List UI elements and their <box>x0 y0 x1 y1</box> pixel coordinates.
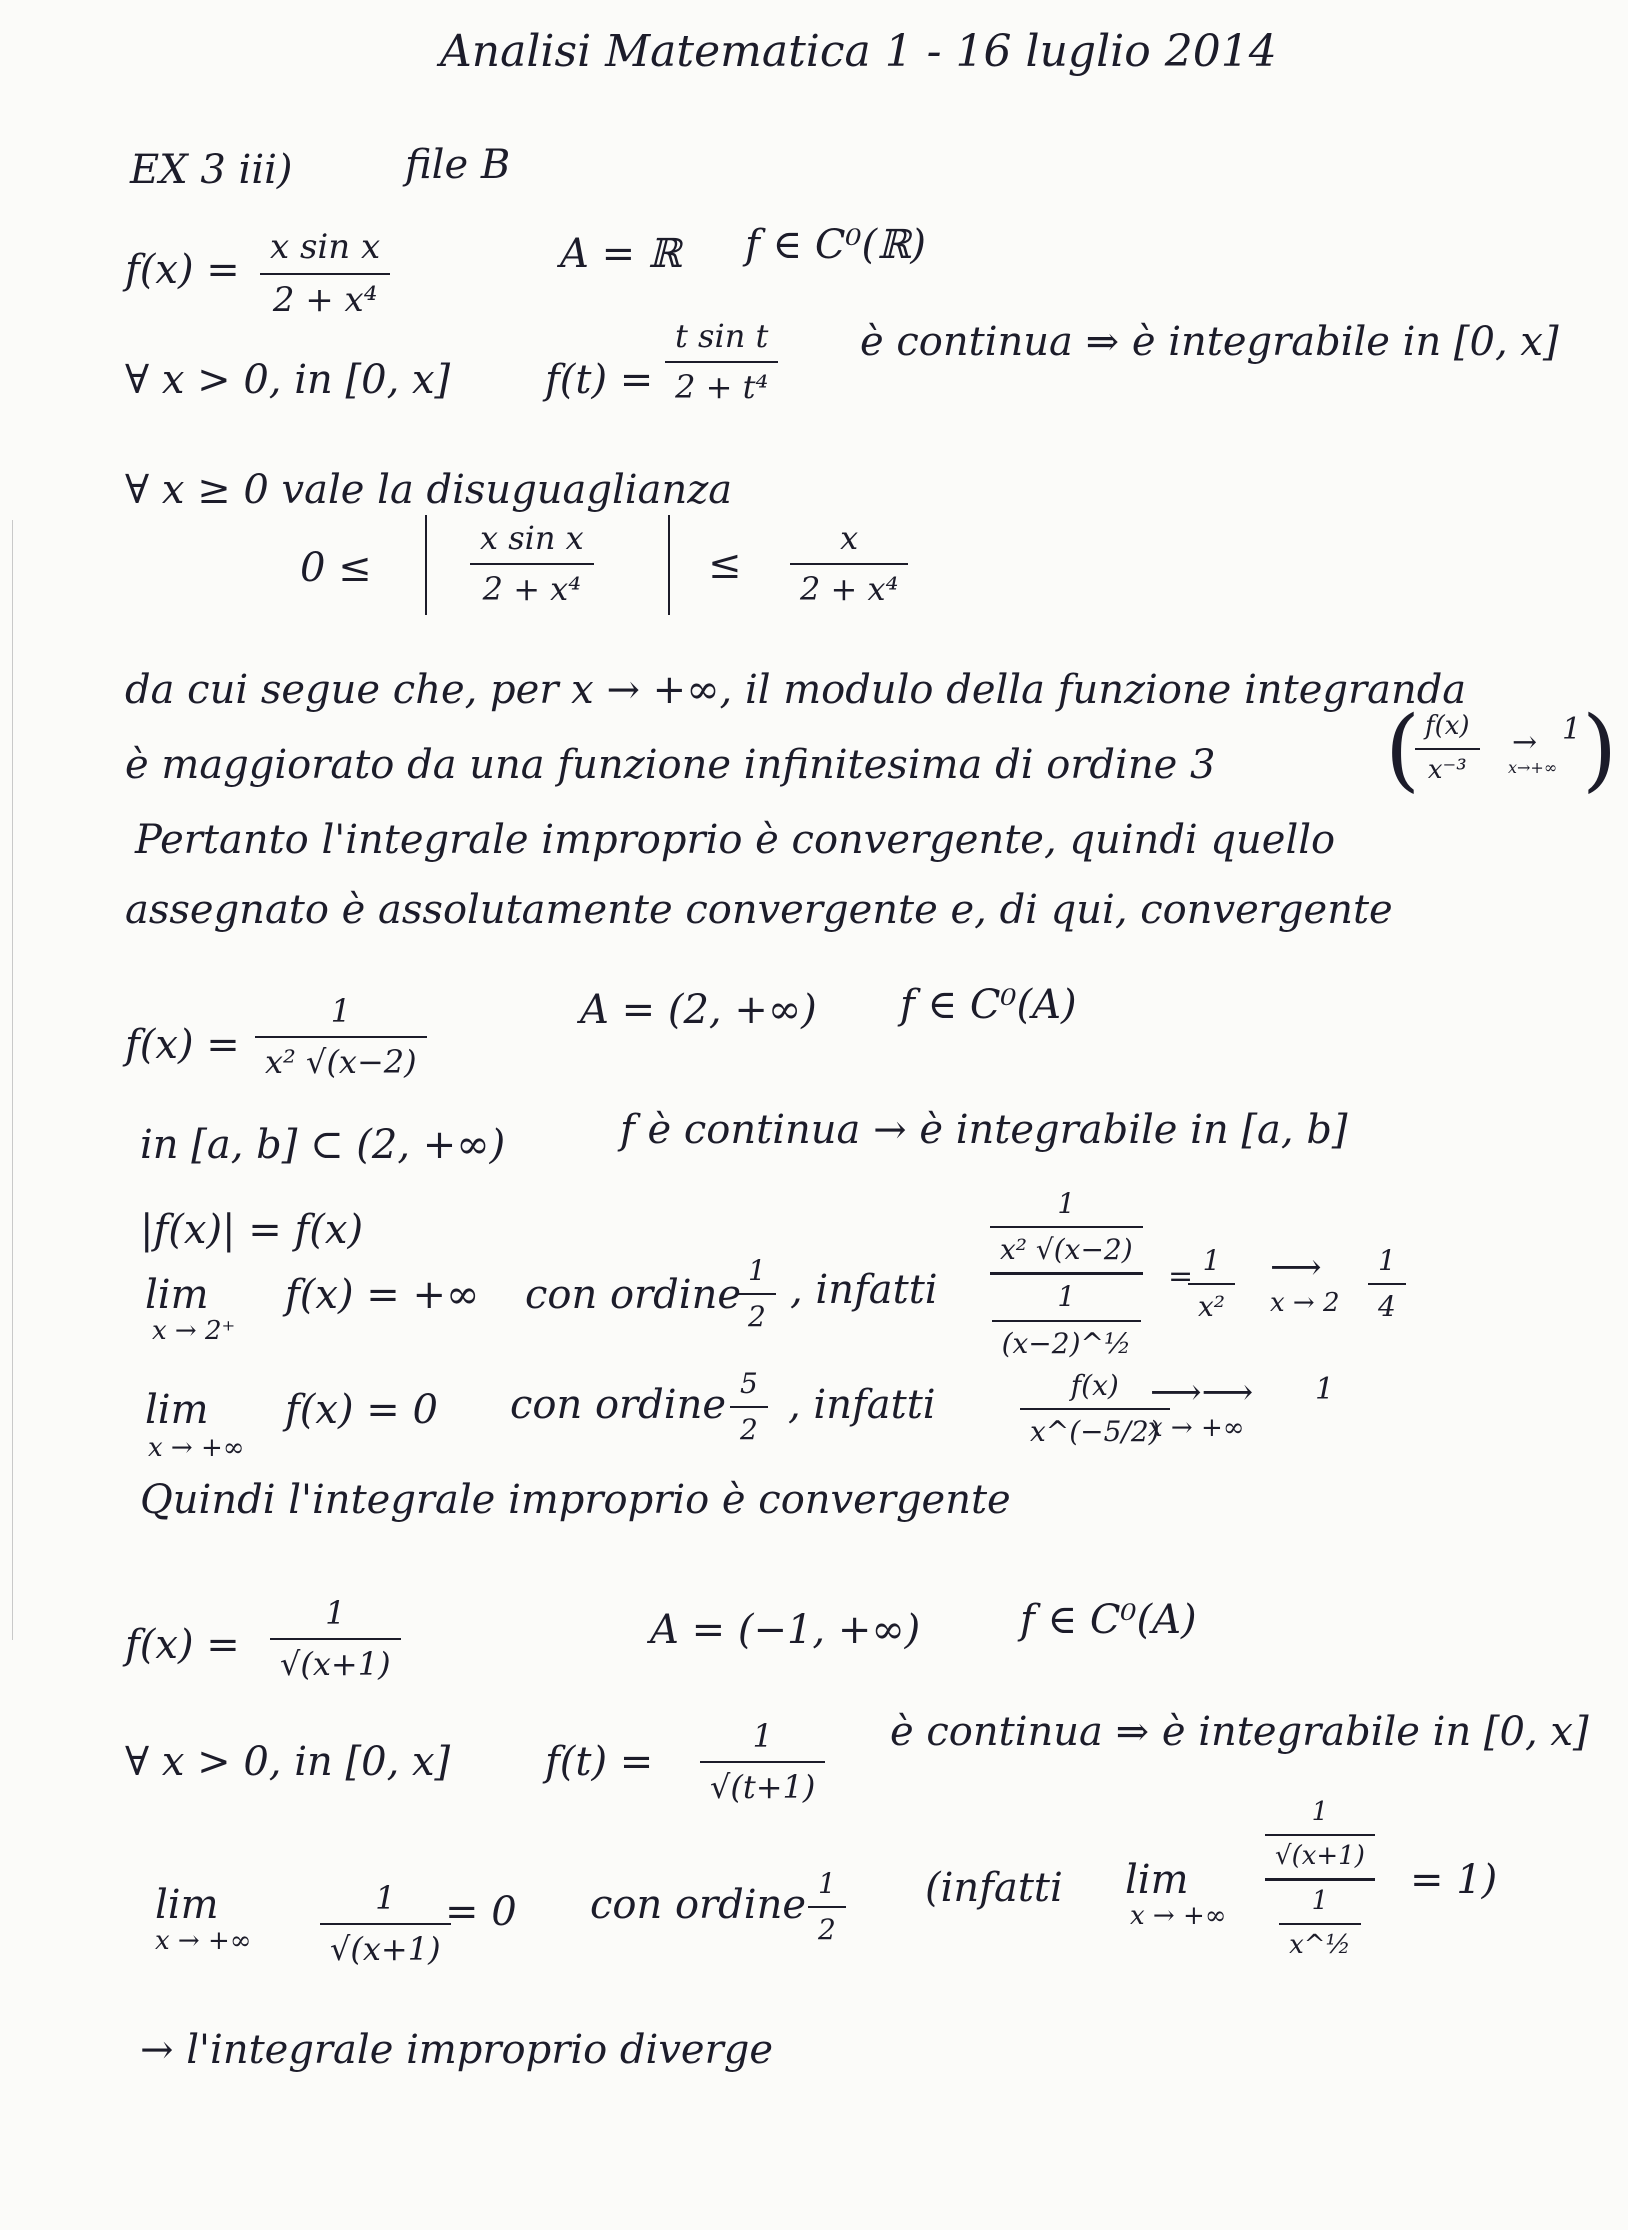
p1-paren-value: 1 <box>1562 712 1582 747</box>
p2-interval: in [a, b] ⊂ (2, +∞) <box>140 1122 506 1168</box>
p1-ineq-right-fraction <box>790 520 908 608</box>
p3-infatti: (infatti <box>925 1865 1063 1911</box>
p3-domain: A = (−1, +∞) <box>650 1607 921 1653</box>
fraction-bar-main <box>1265 1878 1375 1881</box>
p1-ft-lhs: f(t) = <box>545 357 654 403</box>
fraction-bar <box>1279 1923 1361 1925</box>
p3-continuity-text: è continua ⇒ è integrabile in [0, x] <box>890 1709 1589 1755</box>
p3-forall-interval: ∀ x > 0, in [0, x] <box>125 1739 451 1785</box>
p1-function-lhs: f(x) = <box>125 247 240 293</box>
p2-lim1-result-num: 1 <box>1378 1244 1396 1277</box>
p2-lim1-ratio-bottom <box>992 1281 1142 1359</box>
p2-lim1-result-den: 4 <box>1378 1290 1396 1324</box>
p1-inequality-intro: ∀ x ≥ 0 vale la disuguaglianza <box>125 467 733 513</box>
p2-abs-equality: |f(x)| = f(x) <box>140 1207 364 1253</box>
fraction-bar <box>1188 1283 1235 1285</box>
p1-text-line-4: assegnato è assolutamente convergente e, di qui, convergente <box>125 887 1393 933</box>
p2-lim2-order-den: 2 <box>740 1413 758 1447</box>
p1-continuity-text: è continua ⇒ è integrabile in [0, x] <box>860 319 1559 365</box>
p2-lim2-order-fraction <box>730 1368 768 1446</box>
p1-ft-fraction <box>665 318 778 406</box>
p2-lim1-expr: f(x) = +∞ <box>285 1272 480 1318</box>
p3-function-numerator: 1 <box>325 1594 346 1632</box>
fraction-bar <box>255 1036 427 1038</box>
p3-ft-fraction <box>700 1718 825 1806</box>
p3-lim-denominator: √(x+1) <box>330 1929 441 1968</box>
p3-function-fraction <box>270 1595 401 1683</box>
fraction-bar <box>990 1226 1143 1228</box>
p3-lim-sub: x → +∞ <box>155 1926 252 1956</box>
p1-continuity-class: f ∈ C⁰(ℝ) <box>745 222 926 268</box>
p3-order: con ordine <box>590 1882 806 1928</box>
p3-lim-numerator: 1 <box>375 1879 396 1917</box>
p2-lim1-simplified-num: 1 <box>1202 1244 1221 1277</box>
p1-function-denominator: 2 + x⁴ <box>272 280 378 321</box>
p3-infatti-bot-num: 1 <box>1311 1885 1329 1916</box>
p1-ineq-denominator: 2 + x⁴ <box>482 569 582 608</box>
fraction-bar <box>260 273 390 275</box>
p2-domain: A = (2, +∞) <box>580 987 817 1033</box>
p3-function-denominator: √(x+1) <box>280 1644 391 1683</box>
p2-lim1-order-fraction <box>738 1255 776 1333</box>
p3-infatti-bot-den: x^½ <box>1289 1929 1351 1960</box>
p2-continuity-class: f ∈ C⁰(A) <box>900 982 1077 1028</box>
p1-function-numerator: x sin x <box>270 227 381 267</box>
abs-bar-right <box>668 515 670 615</box>
p2-lim1-simplified-den: x² <box>1198 1290 1226 1324</box>
p3-infatti-ratio-bottom <box>1279 1887 1361 1961</box>
p1-paren-fraction <box>1415 712 1480 786</box>
p2-lim1-ratio-top-num: 1 <box>1057 1187 1076 1220</box>
fraction-bar <box>1020 1408 1170 1410</box>
p1-ft-denominator: 2 + t⁴ <box>675 367 769 406</box>
p2-function-denominator: x² √(x−2) <box>265 1042 417 1081</box>
paren-open: ( <box>1385 697 1421 802</box>
p2-lim2-order-num: 5 <box>740 1367 758 1400</box>
p3-lim-label: lim <box>155 1882 219 1928</box>
p3-infatti-lim: lim <box>1125 1857 1189 1903</box>
p2-lim1-eq: = <box>1168 1259 1194 1294</box>
p2-lim1-infatti: , infatti <box>790 1267 938 1313</box>
p1-text-line-2: è maggiorato da una funzione infinitesima di ordine 3 <box>125 742 1216 788</box>
p2-lim2-ratio-den: x^(−5/2) <box>1030 1415 1160 1449</box>
p2-lim1-ratio-bot-num: 1 <box>1057 1280 1076 1314</box>
p2-lim1-result <box>1368 1245 1406 1323</box>
p2-function-lhs: f(x) = <box>125 1022 240 1068</box>
p2-function-fraction <box>255 993 427 1081</box>
p2-continuity-text: f è continua → è integrabile in [a, b] <box>620 1107 1348 1153</box>
margin-line <box>12 520 13 1640</box>
fraction-bar <box>808 1906 846 1908</box>
p1-ineq-numerator: x sin x <box>480 519 584 557</box>
p2-lim1-ratio-top-den: x² √(x−2) <box>1000 1233 1133 1267</box>
p3-conclusion: → l'integrale improprio diverge <box>140 2027 773 2073</box>
p2-lim2-infatti: , infatti <box>788 1382 936 1428</box>
p2-lim1-ratio <box>990 1188 1143 1360</box>
p3-ft-numerator: 1 <box>752 1717 773 1755</box>
p1-paren-arrow: → <box>1512 725 1538 760</box>
p2-function-numerator: 1 <box>330 992 351 1030</box>
p2-lim1-sub: x → 2⁺ <box>152 1316 236 1346</box>
fraction-bar <box>790 563 908 565</box>
paren-close: ) <box>1582 697 1618 802</box>
fraction-bar <box>700 1761 825 1763</box>
fraction-bar <box>270 1638 401 1640</box>
p3-infatti-sub: x → +∞ <box>1130 1901 1227 1931</box>
p1-ineq-le: ≤ <box>708 542 742 588</box>
p1-function-fraction <box>260 228 390 320</box>
p2-lim1-ratio-top <box>990 1188 1143 1266</box>
fraction-bar <box>1368 1283 1406 1285</box>
p3-continuity-class: f ∈ C⁰(A) <box>1020 1597 1197 1643</box>
p2-lim2-ratio-num: f(x) <box>1070 1369 1119 1402</box>
p3-order-num: 1 <box>818 1867 836 1900</box>
p3-lim-fraction <box>320 1880 451 1968</box>
p2-lim2-order: con ordine <box>510 1382 726 1428</box>
fraction-bar-main <box>990 1272 1143 1275</box>
p2-lim2-label: lim <box>145 1387 209 1433</box>
p2-lim1-simplified <box>1188 1245 1235 1323</box>
p3-infatti-top-den: √(x+1) <box>1275 1840 1365 1871</box>
p1-ineq-right-numerator: x <box>840 519 859 557</box>
p2-lim2-sub: x → +∞ <box>148 1433 245 1463</box>
p3-infatti-ratio-top <box>1265 1798 1375 1872</box>
p2-lim1-order-den: 2 <box>748 1300 766 1334</box>
p2-lim1-order: con ordine <box>525 1272 741 1318</box>
p2-lim1-label: lim <box>145 1272 209 1318</box>
fraction-bar <box>738 1293 776 1295</box>
p3-ft-lhs: f(t) = <box>545 1739 654 1785</box>
p1-ineq-zero: 0 ≤ <box>300 545 372 591</box>
p2-lim2-result: 1 <box>1315 1372 1335 1407</box>
p3-function-lhs: f(x) = <box>125 1622 240 1668</box>
p1-ft-numerator: t sin t <box>675 317 769 355</box>
p1-text-line-3: Pertanto l'integrale improprio è convergente, quindi quello <box>135 817 1336 863</box>
arrow-icon: ⟶⟶ <box>1150 1372 1254 1413</box>
p1-paren-sub: x→+∞ <box>1508 758 1558 777</box>
p3-lim-eq: = 0 <box>445 1889 517 1935</box>
p2-lim1-order-num: 1 <box>748 1254 766 1287</box>
p2-conclusion: Quindi l'integrale improprio è convergente <box>140 1477 1011 1523</box>
abs-bar-left <box>425 515 427 615</box>
p2-lim2-expr: f(x) = 0 <box>285 1387 438 1433</box>
fraction-bar <box>665 361 778 363</box>
file-label: file B <box>405 142 511 188</box>
fraction-bar <box>992 1320 1142 1322</box>
fraction-bar <box>320 1923 451 1925</box>
p1-forall-interval: ∀ x > 0, in [0, x] <box>125 357 451 403</box>
p3-infatti-ratio <box>1265 1798 1375 1961</box>
p3-order-fraction <box>808 1868 846 1946</box>
p3-infatti-top-num: 1 <box>1311 1797 1329 1827</box>
p2-lim1-arrow-sub: x → 2 <box>1270 1288 1340 1318</box>
p1-domain: A = ℝ <box>560 231 682 277</box>
p2-lim1-ratio-bot-den: (x−2)^½ <box>1001 1326 1132 1360</box>
p3-ft-denominator: √(t+1) <box>710 1767 816 1806</box>
fraction-bar <box>1265 1834 1375 1836</box>
fraction-bar <box>730 1406 768 1408</box>
p1-ineq-right-denominator: 2 + x⁴ <box>800 569 899 608</box>
p3-infatti-eq: = 1) <box>1410 1857 1498 1903</box>
fraction-bar <box>1415 748 1480 750</box>
exercise-label: EX 3 iii) <box>130 147 293 193</box>
arrow-icon: ⟶ <box>1270 1247 1322 1288</box>
p1-text-line-1: da cui segue che, per x → +∞, il modulo della funzione integranda <box>125 667 1467 713</box>
p1-paren-denominator: x⁻³ <box>1427 754 1467 785</box>
fraction-bar <box>470 563 594 565</box>
p2-lim2-arrow-sub: x → +∞ <box>1148 1413 1245 1443</box>
p3-order-den: 2 <box>818 1913 836 1947</box>
p1-paren-numerator: f(x) <box>1425 711 1470 741</box>
p1-ineq-fraction <box>470 520 594 608</box>
page-title: Analisi Matematica 1 - 16 luglio 2014 <box>440 26 1277 77</box>
